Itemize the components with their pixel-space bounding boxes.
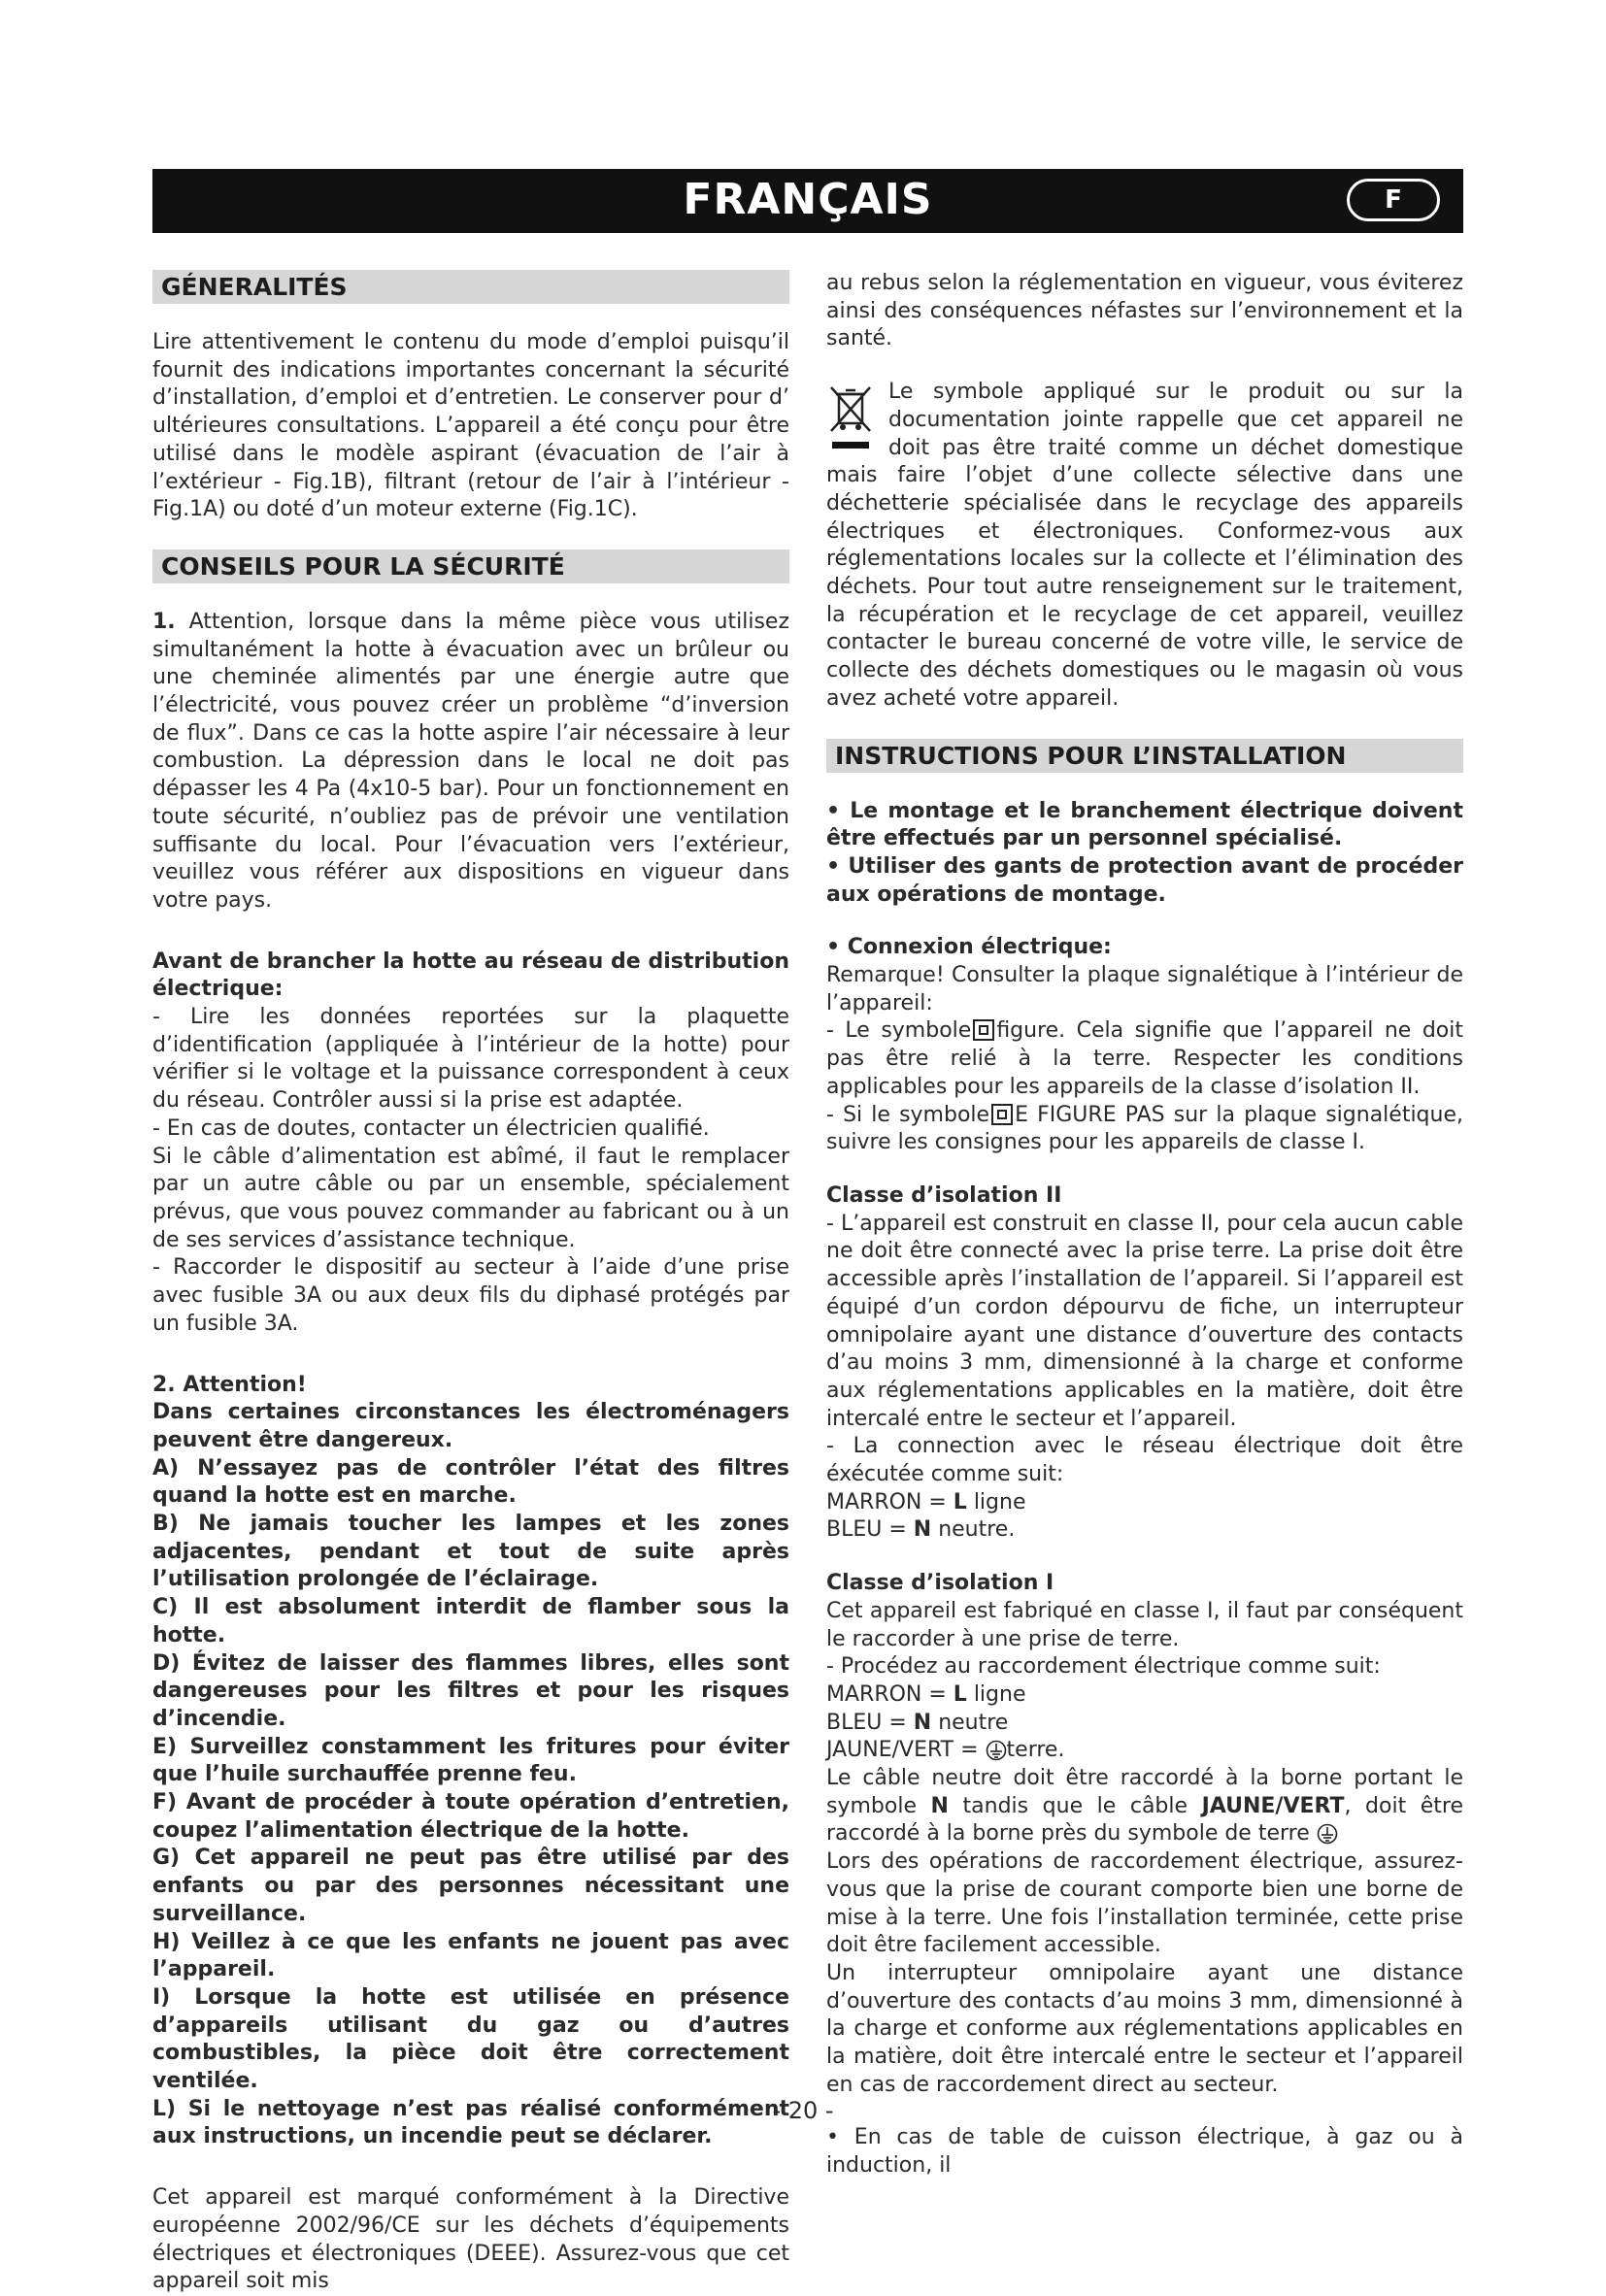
section-heading-installation: INSTRUCTIONS POUR L’INSTALLATION xyxy=(826,739,1463,773)
before-connecting-line-1: - Lire les données reportées sur la plaquette d’identification (appliquée à l’intérieur de la hotte) pour vérifier si le voltage et la puissance correspondent à ceux du réseau. Contrôler aussi si la prise est adaptée. xyxy=(152,1005,789,1114)
class-2-text-2: - La connection avec le réseau électrique doit être éxécutée comme suit: xyxy=(826,1434,1463,1487)
class-1-text-5: Un interrupteur omnipolaire ayant une distance d’ouverture des contacts d’au moins 3 mm, dimensionné à la charge et conforme aux réglementations applicables en la matière, doit être intercalé entre le secteur et l’appareil en cas de raccordement direct au secteur. xyxy=(826,1960,1463,2097)
class1-symbol-line: - Si le symbole E FIGURE PAS sur la plaque signalétique, suivre les consignes pour les appareils de classe I. xyxy=(826,1102,1463,1155)
deee-continuation: au rebus selon la réglementation en vigueur, vous éviterez ainsi des conséquences néfastes sur l’environnement et la santé. xyxy=(826,271,1463,351)
class-1-heading: Classe d’isolation I xyxy=(826,1571,1054,1596)
banner-title: FRANÇAIS xyxy=(683,175,933,224)
attention-item-h: H) Veillez à ce que les enfants ne jouent pas avec l’appareil. xyxy=(152,1929,789,1982)
before-connecting-line-4: - Raccorder le dispositif au secteur à l’aide d’une prise avec fusible 3A ou aux deux fils du diphasé protégés par un fusible 3A. xyxy=(152,1255,789,1336)
deee-paragraph: Cet appareil est marqué conformément à la Directive européenne 2002/96/CE sur les déchets d’équipements électriques et électroniques (DEEE). Assurez-vous que cet appareil soit mis xyxy=(152,2185,789,2294)
before-connecting-line-2: - En cas de doutes, contacter un électricien qualifié. xyxy=(152,1115,710,1141)
attention-item-a: A) N’essayez pas de contrôler l’état des filtres quand la hotte est en marche. xyxy=(152,1455,789,1509)
language-badge: F xyxy=(1347,179,1440,221)
attention-item-d: D) Évitez de laisser des flammes libres, elles sont dangereuses pour les filtres et pour les risques d’incendie. xyxy=(152,1650,789,1731)
double-insulation-icon xyxy=(991,1104,1013,1125)
install-bullet-1: • Le montage et le branchement électrique doivent être effectués par un personnel spécialisé. xyxy=(826,798,1463,851)
class-2-heading: Classe d’isolation II xyxy=(826,1182,1062,1208)
attention-item-e: E) Surveillez constamment les fritures pour éviter que l’huile surchauffée prenne feu. xyxy=(152,1734,789,1787)
safety-item-1-number: 1. xyxy=(152,609,176,634)
attention-item-c: C) Il est absolument interdit de flamber sous la hotte. xyxy=(152,1595,789,1647)
language-banner xyxy=(152,169,1463,233)
class-2-wire-brown: MARRON = L ligne xyxy=(826,1489,1026,1514)
safety-item-1 xyxy=(152,609,789,915)
class-2-text-1: - L’appareil est construit en classe II, pour cela aucun cable ne doit être connecté avec la prise terre. La prise doit être accessible après l’installation de l’appareil. Si l’appareil est équipé d’un cordon dépourvu de fiche, un interrupteur omnipolaire ayant une distance d’ouverture des contacts d’au moins 3 mm, dimensionné à la charge et conforme aux réglementations applicables en la matière, doit être intercalé entre le secteur et l’appareil. xyxy=(826,1211,1463,1431)
attention-item-b: B) Ne jamais toucher les lampes et les zones adjacentes, pendant et tout de suite après l’utilisation prolongée de l’éclairage. xyxy=(152,1512,789,1592)
electrical-connection-heading: • Connexion électrique: xyxy=(826,935,1112,960)
attention-item-g: G) Cet appareil ne peut pas être utilisé par des enfants ou par des personnes nécessitant une surveillance. xyxy=(152,1846,789,1926)
double-insulation-icon xyxy=(973,1019,994,1041)
class2-symbol-line: - Le symbole figure. Cela signifie que l’appareil ne doit pas être relié à la terre. Respecter les conditions applicables pour les appareils de la classe d’isolation II. xyxy=(826,1018,1463,1099)
class-1-wire-yellow-green: JAUNE/VERT = terre. xyxy=(826,1738,1065,1763)
cooktop-bullet: • En cas de table de cuisson électrique, à gaz ou à induction, il xyxy=(826,2125,1463,2179)
attention-2-heading: 2. Attention! xyxy=(152,1372,307,1397)
attention-2-subheading: Dans certaines circonstances les électroménagers peuvent être dangereux. xyxy=(152,1400,789,1452)
earth-icon xyxy=(1317,1823,1338,1845)
class-1-wire-brown: MARRON = L ligne xyxy=(826,1681,1026,1707)
left-column xyxy=(152,270,789,2296)
install-bullet-2: • Utiliser des gants de protection avant de procéder aux opérations de montage. xyxy=(826,853,1463,907)
class-1-text-2: - Procédez au raccordement électrique comme suit: xyxy=(826,1654,1381,1680)
attention-item-l: L) Si le nettoyage n’est pas réalisé conformément aux instructions, un incendie peut se déclarer. xyxy=(152,2096,789,2149)
weee-paragraph: Le symbole appliqué sur le produit ou sur la documentation jointe rappelle que cet appareil ne doit pas être traité comme un déchet domestique mais faire l’objet d’une collecte sélective dans une déchetterie spécialisée dans le recyclage des appareils électriques et électroniques. Conformez-vous aux réglementations locales sur la collecte et l’élimination des déchets. Pour tout autre renseignement sur le traitement, la récupération et le recyclage de cet appareil, veuillez contacter le bureau concerné de votre ville, le service de collecte des déchets domestiques ou le magasin où vous avez acheté votre appareil. xyxy=(826,380,1463,711)
before-connecting-heading: Avant de brancher la hotte au réseau de distribution électrique: xyxy=(152,948,789,1002)
section-heading-securite: CONSEILS POUR LA SÉCURITÉ xyxy=(152,549,789,583)
class-1-text-1: Cet appareil est fabriqué en classe I, il faut par conséquent le raccorder à une prise de terre. xyxy=(826,1598,1463,1651)
attention-item-i: I) Lorsque la hotte est utilisée en présence d’appareils utilisant du gaz ou d’autres combustibles, la pièce doit être correctement ventilée. xyxy=(152,1984,789,2094)
attention-item-f: F) Avant de procéder à toute opération d’entretien, coupez l’alimentation électrique de la hotte. xyxy=(152,1790,789,1843)
class-1-text-3: Le câble neutre doit être raccordé à la borne portant le symbole N tandis que le câble JAUNE/VERT, doit être raccordé à la borne près du symbole de terre xyxy=(826,1766,1463,1847)
class-2-wire-blue: BLEU = N neutre. xyxy=(826,1517,1016,1543)
class-1-text-4: Lors des opérations de raccordement électrique, assurez-vous que la prise de courant comporte bien une borne de mise à la terre. Une fois l’installation terminée, cette prise doit être facilement accessible. xyxy=(826,1849,1463,1958)
before-connecting-line-3: Si le câble d’alimentation est abîmé, il faut le remplacer par un autre câble ou par un ensemble, spécialement prévus, que vous pouvez commander au fabricant ou à un de ses services d’assistance technique. xyxy=(152,1144,789,1252)
class-1-wire-blue: BLEU = N neutre xyxy=(826,1710,1009,1735)
page-number: - 20 - xyxy=(772,2097,834,2124)
right-column xyxy=(826,270,1463,2180)
crossed-bin-icon xyxy=(826,383,875,452)
generalites-paragraph: Lire attentivement le contenu du mode d’emploi puisqu’il fournit des indications importantes concernant la sécurité d’installation, d’emploi et d’entretien. Le conserver pour d’ ultérieures consultations. L’appareil a été conçu pour être utilisé dans le modèle aspirant (évacuation de l’air à l’extérieur - Fig.1B), filtrant (retour de l’air à l’intérieur - Fig.1A) ou doté d’un moteur externe (Fig.1C). xyxy=(152,330,789,522)
safety-item-1-text: Attention, lorsque dans la même pièce vous utilisez simultanément la hotte à évacuation avec un brûleur ou une cheminée alimentés par une énergie autre que l’électricité, vous pouvez créer un problème “d’inversion de flux”. Dans ce cas la hotte aspire l’air nécessaire à leur combustion. La dépression dans le local ne doit pas dépasser les 4 Pa (4x10-5 bar). Pour un fonctionnement en toute sécurité, n’oubliez pas de prévoir une ventilation suffisante du local. Pour l’évacuation vers l’extérieur, veuillez vous référer aux dispositions en vigueur dans votre pays. xyxy=(152,609,789,913)
electrical-connection-note: Remarque! Consulter la plaque signalétique à l’intérieur de l’appareil: xyxy=(826,963,1463,1015)
weee-block xyxy=(826,379,1463,713)
earth-icon xyxy=(986,1740,1007,1761)
section-heading-generalites: GÉNERALITÉS xyxy=(152,270,789,304)
